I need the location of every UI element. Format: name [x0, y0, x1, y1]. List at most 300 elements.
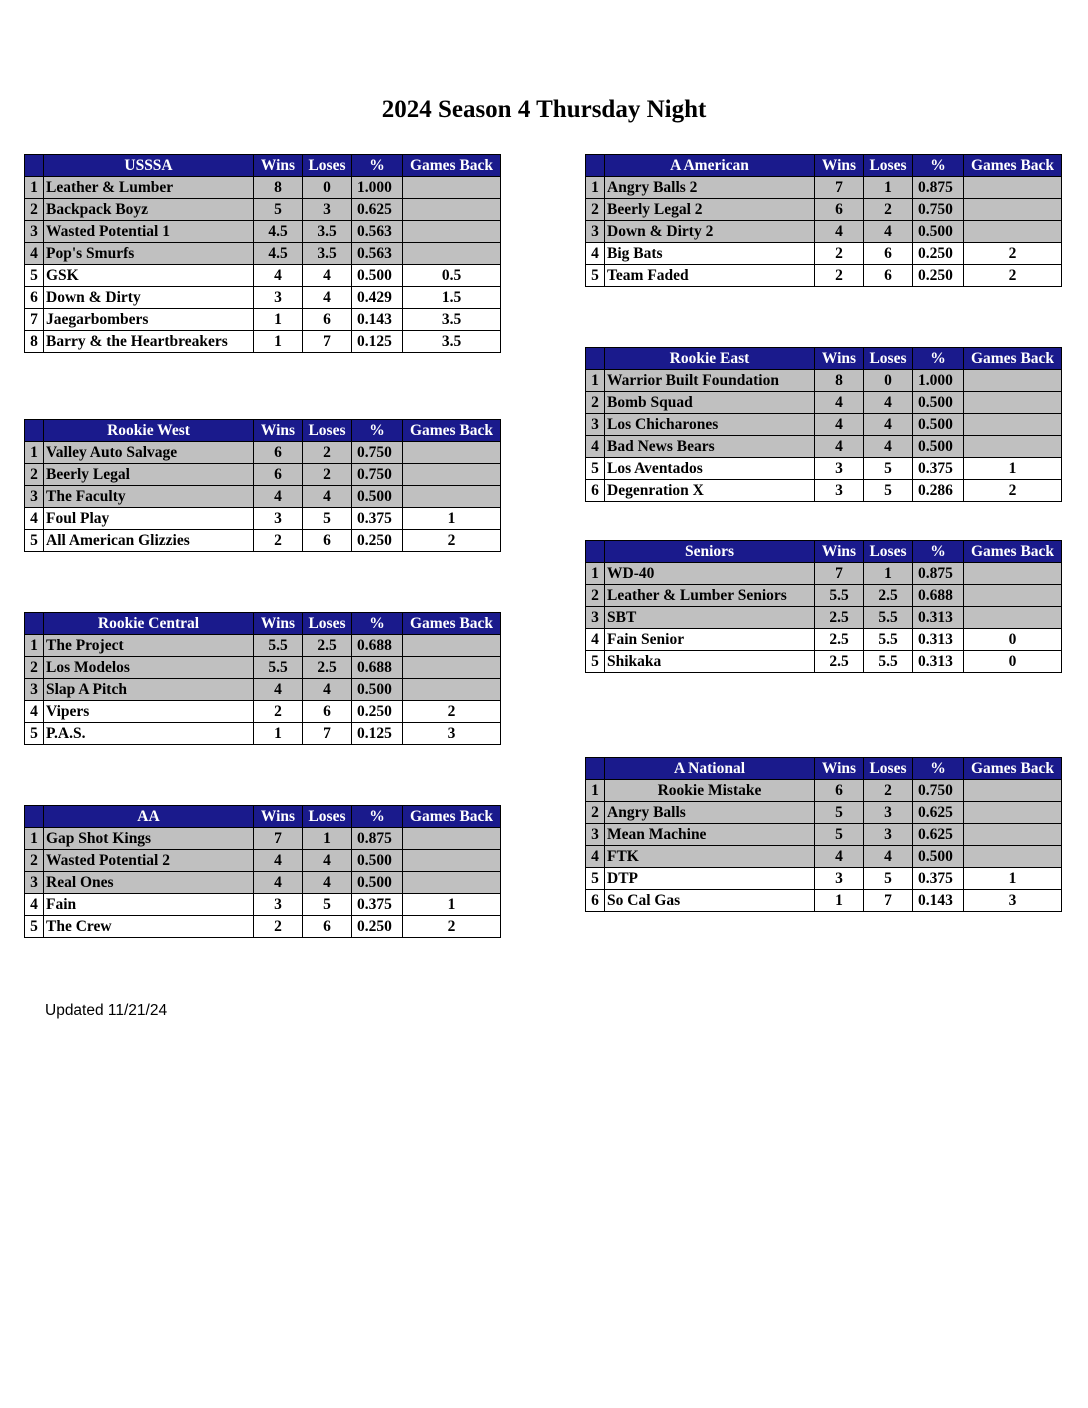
rank-cell: 1 [25, 828, 44, 850]
loses-cell: 5.5 [864, 651, 913, 673]
loses-header: Loses [864, 348, 913, 370]
division-name: A National [605, 758, 815, 780]
games-back-header: Games Back [403, 155, 501, 177]
pct-header: % [352, 155, 403, 177]
loses-cell: 2 [864, 199, 913, 221]
pct-cell: 0.313 [913, 629, 964, 651]
wins-cell: 4 [254, 265, 303, 287]
loses-header: Loses [303, 806, 352, 828]
wins-cell: 2 [254, 530, 303, 552]
rank-cell: 2 [586, 585, 605, 607]
wins-cell: 6 [815, 199, 864, 221]
wins-cell: 2.5 [815, 651, 864, 673]
pct-cell: 0.429 [352, 287, 403, 309]
games-back-cell [964, 436, 1062, 458]
table-row [25, 723, 501, 745]
team-name-cell: Jaegarbombers [44, 309, 254, 331]
pct-cell: 1.000 [352, 177, 403, 199]
loses-cell: 5 [864, 458, 913, 480]
games-back-cell [403, 464, 501, 486]
loses-cell: 4 [864, 221, 913, 243]
rank-cell: 3 [586, 824, 605, 846]
team-name-cell: Leather & Lumber Seniors [605, 585, 815, 607]
pct-header: % [352, 613, 403, 635]
games-back-cell: 2 [964, 480, 1062, 502]
team-name-cell: Los Chicharones [605, 414, 815, 436]
games-back-header: Games Back [403, 420, 501, 442]
wins-cell: 6 [815, 780, 864, 802]
table-header-row [586, 758, 1062, 780]
table-row [586, 890, 1062, 912]
pct-header: % [352, 420, 403, 442]
wins-cell: 5 [815, 802, 864, 824]
standings-table-rookie-central [24, 612, 501, 745]
pct-cell: 0.563 [352, 221, 403, 243]
team-name-cell: Wasted Potential 2 [44, 850, 254, 872]
team-name-cell: DTP [605, 868, 815, 890]
standings-table-usssa [24, 154, 501, 353]
table-row [586, 458, 1062, 480]
games-back-header: Games Back [964, 348, 1062, 370]
team-name-cell: Beerly Legal 2 [605, 199, 815, 221]
wins-cell: 2.5 [815, 607, 864, 629]
pct-header: % [913, 348, 964, 370]
pct-cell: 0.500 [352, 679, 403, 701]
loses-cell: 4 [864, 436, 913, 458]
table-header-row [25, 613, 501, 635]
table-row [25, 508, 501, 530]
table-header-row [25, 155, 501, 177]
table-row [25, 199, 501, 221]
loses-cell: 4 [303, 287, 352, 309]
table-row [25, 530, 501, 552]
wins-cell: 4 [254, 872, 303, 894]
standings-table-rookie-east [585, 347, 1062, 502]
games-back-cell: 3 [403, 723, 501, 745]
games-back-cell [403, 635, 501, 657]
loses-cell: 6 [303, 916, 352, 938]
loses-cell: 2.5 [303, 635, 352, 657]
division-name: Rookie East [605, 348, 815, 370]
table-header-row [586, 541, 1062, 563]
team-name-cell: Los Modelos [44, 657, 254, 679]
games-back-cell: 0.5 [403, 265, 501, 287]
loses-cell: 3 [864, 824, 913, 846]
team-name-cell: Wasted Potential 1 [44, 221, 254, 243]
rank-cell: 2 [25, 464, 44, 486]
rank-cell: 4 [25, 243, 44, 265]
pct-cell: 0.625 [913, 802, 964, 824]
team-name-cell: Vipers [44, 701, 254, 723]
table-row [586, 780, 1062, 802]
wins-cell: 4 [815, 846, 864, 868]
wins-cell: 3 [815, 868, 864, 890]
games-back-cell: 3.5 [403, 309, 501, 331]
rank-cell: 5 [586, 868, 605, 890]
wins-cell: 4 [815, 392, 864, 414]
team-name-cell: Beerly Legal [44, 464, 254, 486]
rank-cell: 2 [25, 850, 44, 872]
table-row [586, 177, 1062, 199]
loses-cell: 6 [303, 701, 352, 723]
wins-cell: 2 [254, 701, 303, 723]
wins-cell: 6 [254, 442, 303, 464]
standings-table-a-american [585, 154, 1062, 287]
team-name-cell: Leather & Lumber [44, 177, 254, 199]
pct-cell: 0.143 [913, 890, 964, 912]
wins-cell: 1 [254, 331, 303, 353]
wins-header: Wins [254, 420, 303, 442]
rank-cell: 5 [586, 458, 605, 480]
pct-cell: 0.500 [913, 436, 964, 458]
games-back-cell [964, 802, 1062, 824]
rank-cell: 3 [25, 679, 44, 701]
pct-cell: 0.500 [352, 486, 403, 508]
table-row [586, 370, 1062, 392]
wins-cell: 2 [815, 243, 864, 265]
rank-cell: 3 [25, 486, 44, 508]
rank-cell: 4 [25, 701, 44, 723]
wins-cell: 3 [254, 287, 303, 309]
team-name-cell: Down & Dirty 2 [605, 221, 815, 243]
team-name-cell: Barry & the Heartbreakers [44, 331, 254, 353]
games-back-cell [964, 563, 1062, 585]
wins-cell: 7 [815, 563, 864, 585]
team-name-cell: Team Faded [605, 265, 815, 287]
table-row [586, 221, 1062, 243]
wins-cell: 5 [815, 824, 864, 846]
standings-table-seniors [585, 540, 1062, 673]
table-row [586, 265, 1062, 287]
table-row [25, 701, 501, 723]
loses-cell: 4 [303, 486, 352, 508]
wins-cell: 2 [815, 265, 864, 287]
pct-cell: 0.500 [352, 850, 403, 872]
pct-header: % [913, 155, 964, 177]
pct-cell: 0.688 [913, 585, 964, 607]
loses-header: Loses [303, 613, 352, 635]
table-row [25, 894, 501, 916]
rank-cell: 1 [586, 370, 605, 392]
table-row [25, 309, 501, 331]
table-row [25, 442, 501, 464]
standings-table-rookie-west [24, 419, 501, 552]
division-name: AA [44, 806, 254, 828]
loses-cell: 3 [864, 802, 913, 824]
team-name-cell: Big Bats [605, 243, 815, 265]
games-back-cell: 2 [403, 701, 501, 723]
games-back-header: Games Back [964, 758, 1062, 780]
pct-header: % [352, 806, 403, 828]
rank-cell: 1 [586, 563, 605, 585]
wins-cell: 5.5 [254, 635, 303, 657]
table-header-row [586, 348, 1062, 370]
table-row [25, 464, 501, 486]
team-name-cell: GSK [44, 265, 254, 287]
division-name: Rookie Central [44, 613, 254, 635]
team-name-cell: Down & Dirty [44, 287, 254, 309]
wins-cell: 4 [815, 436, 864, 458]
loses-cell: 5 [303, 508, 352, 530]
wins-header: Wins [815, 155, 864, 177]
loses-cell: 5.5 [864, 629, 913, 651]
pct-cell: 0.750 [352, 464, 403, 486]
rank-header [25, 613, 44, 635]
pct-cell: 0.688 [352, 635, 403, 657]
loses-cell: 5.5 [864, 607, 913, 629]
table-header-row [25, 806, 501, 828]
games-back-header: Games Back [403, 613, 501, 635]
games-back-cell [403, 177, 501, 199]
rank-cell: 6 [25, 287, 44, 309]
table-header-row [586, 155, 1062, 177]
rank-cell: 4 [586, 436, 605, 458]
rank-cell: 4 [25, 508, 44, 530]
division-name: Seniors [605, 541, 815, 563]
table-row [586, 868, 1062, 890]
rank-cell: 1 [25, 177, 44, 199]
pct-cell: 0.500 [352, 265, 403, 287]
loses-cell: 2 [864, 780, 913, 802]
rank-cell: 3 [586, 607, 605, 629]
table-row [586, 802, 1062, 824]
games-back-cell [964, 824, 1062, 846]
rank-cell: 8 [25, 331, 44, 353]
pct-cell: 0.250 [913, 243, 964, 265]
games-back-cell: 3.5 [403, 331, 501, 353]
loses-cell: 6 [303, 530, 352, 552]
games-back-cell [403, 486, 501, 508]
team-name-cell: Warrior Built Foundation [605, 370, 815, 392]
rank-header [586, 155, 605, 177]
rank-cell: 4 [25, 894, 44, 916]
table-row [586, 585, 1062, 607]
games-back-cell: 2 [403, 530, 501, 552]
rank-cell: 6 [586, 480, 605, 502]
wins-cell: 1 [254, 723, 303, 745]
rank-cell: 6 [586, 890, 605, 912]
loses-header: Loses [303, 155, 352, 177]
pct-cell: 0.500 [913, 221, 964, 243]
team-name-cell: FTK [605, 846, 815, 868]
table-row [25, 828, 501, 850]
pct-cell: 0.500 [913, 846, 964, 868]
rank-cell: 5 [25, 265, 44, 287]
rank-cell: 4 [586, 846, 605, 868]
rank-header [586, 348, 605, 370]
wins-cell: 8 [254, 177, 303, 199]
rank-header [25, 806, 44, 828]
loses-cell: 5 [864, 480, 913, 502]
table-header-row [25, 420, 501, 442]
games-back-cell: 1 [403, 894, 501, 916]
games-back-cell [964, 607, 1062, 629]
pct-cell: 0.500 [913, 414, 964, 436]
pct-cell: 0.750 [352, 442, 403, 464]
wins-cell: 1 [815, 890, 864, 912]
games-back-header: Games Back [403, 806, 501, 828]
table-row [25, 486, 501, 508]
table-row [586, 563, 1062, 585]
games-back-cell [403, 442, 501, 464]
table-row [586, 629, 1062, 651]
loses-header: Loses [864, 541, 913, 563]
loses-cell: 3.5 [303, 243, 352, 265]
wins-cell: 3 [254, 508, 303, 530]
rank-cell: 7 [25, 309, 44, 331]
rank-cell: 5 [586, 651, 605, 673]
wins-cell: 7 [815, 177, 864, 199]
rank-header [586, 758, 605, 780]
table-row [25, 916, 501, 938]
rank-cell: 2 [25, 199, 44, 221]
wins-header: Wins [254, 155, 303, 177]
games-back-cell [964, 846, 1062, 868]
wins-cell: 3 [254, 894, 303, 916]
table-row [586, 414, 1062, 436]
pct-cell: 0.875 [913, 177, 964, 199]
rank-cell: 3 [25, 221, 44, 243]
rank-cell: 2 [25, 657, 44, 679]
wins-cell: 4 [254, 850, 303, 872]
team-name-cell: Angry Balls 2 [605, 177, 815, 199]
loses-cell: 4 [303, 265, 352, 287]
games-back-cell: 2 [403, 916, 501, 938]
games-back-cell [964, 392, 1062, 414]
wins-header: Wins [815, 541, 864, 563]
team-name-cell: The Project [44, 635, 254, 657]
games-back-cell [964, 221, 1062, 243]
rank-cell: 1 [25, 635, 44, 657]
wins-cell: 2 [254, 916, 303, 938]
pct-cell: 0.125 [352, 331, 403, 353]
pct-cell: 0.750 [913, 199, 964, 221]
table-row [25, 635, 501, 657]
games-back-cell [964, 780, 1062, 802]
loses-cell: 2 [303, 442, 352, 464]
rank-cell: 5 [586, 265, 605, 287]
wins-header: Wins [254, 613, 303, 635]
table-row [25, 287, 501, 309]
wins-cell: 4.5 [254, 221, 303, 243]
team-name-cell: Mean Machine [605, 824, 815, 846]
pct-cell: 0.375 [352, 894, 403, 916]
team-name-cell: Degenration X [605, 480, 815, 502]
pct-cell: 0.250 [352, 701, 403, 723]
team-name-cell: Valley Auto Salvage [44, 442, 254, 464]
table-row [25, 679, 501, 701]
table-row [25, 177, 501, 199]
wins-cell: 7 [254, 828, 303, 850]
team-name-cell: Foul Play [44, 508, 254, 530]
pct-cell: 0.313 [913, 651, 964, 673]
pct-cell: 0.625 [352, 199, 403, 221]
loses-cell: 5 [864, 868, 913, 890]
division-name: A American [605, 155, 815, 177]
rank-cell: 4 [586, 243, 605, 265]
pct-cell: 0.250 [913, 265, 964, 287]
games-back-cell: 0 [964, 651, 1062, 673]
loses-cell: 0 [864, 370, 913, 392]
games-back-cell [403, 828, 501, 850]
wins-cell: 8 [815, 370, 864, 392]
pct-cell: 0.125 [352, 723, 403, 745]
team-name-cell: SBT [605, 607, 815, 629]
games-back-cell [964, 585, 1062, 607]
team-name-cell: Real Ones [44, 872, 254, 894]
pct-cell: 0.143 [352, 309, 403, 331]
games-back-cell [403, 221, 501, 243]
pct-cell: 0.375 [352, 508, 403, 530]
team-name-cell: So Cal Gas [605, 890, 815, 912]
wins-cell: 3 [815, 458, 864, 480]
rank-cell: 4 [586, 629, 605, 651]
wins-cell: 2.5 [815, 629, 864, 651]
rank-header [25, 420, 44, 442]
team-name-cell: The Crew [44, 916, 254, 938]
page-title: 2024 Season 4 Thursday Night [381, 96, 707, 123]
loses-cell: 7 [303, 331, 352, 353]
rank-cell: 3 [25, 872, 44, 894]
games-back-header: Games Back [964, 155, 1062, 177]
games-back-cell [403, 872, 501, 894]
rank-cell: 1 [586, 177, 605, 199]
wins-cell: 4 [815, 221, 864, 243]
pct-cell: 0.375 [913, 458, 964, 480]
games-back-cell [403, 199, 501, 221]
loses-header: Loses [303, 420, 352, 442]
standings-table-aa [24, 805, 501, 938]
games-back-cell [403, 679, 501, 701]
loses-cell: 2.5 [303, 657, 352, 679]
updated-note: Updated 11/21/24 [45, 1002, 168, 1019]
pct-header: % [913, 758, 964, 780]
wins-header: Wins [815, 348, 864, 370]
pct-cell: 0.250 [352, 916, 403, 938]
games-back-cell: 2 [964, 243, 1062, 265]
pct-header: % [913, 541, 964, 563]
games-back-cell [403, 850, 501, 872]
team-name-cell: Rookie Mistake [605, 780, 815, 802]
rank-cell: 2 [586, 802, 605, 824]
rank-cell: 5 [25, 530, 44, 552]
team-name-cell: Backpack Boyz [44, 199, 254, 221]
loses-cell: 1 [864, 177, 913, 199]
games-back-cell: 1.5 [403, 287, 501, 309]
loses-cell: 2 [303, 464, 352, 486]
table-row [25, 221, 501, 243]
division-name: Rookie West [44, 420, 254, 442]
games-back-cell: 1 [964, 868, 1062, 890]
table-row [25, 243, 501, 265]
games-back-cell: 1 [964, 458, 1062, 480]
pct-cell: 0.250 [352, 530, 403, 552]
team-name-cell: Angry Balls [605, 802, 815, 824]
team-name-cell: Slap A Pitch [44, 679, 254, 701]
table-row [586, 243, 1062, 265]
rank-cell: 2 [586, 199, 605, 221]
wins-cell: 5.5 [254, 657, 303, 679]
wins-cell: 4.5 [254, 243, 303, 265]
team-name-cell: Shikaka [605, 651, 815, 673]
loses-cell: 4 [864, 392, 913, 414]
games-back-cell: 1 [403, 508, 501, 530]
loses-cell: 4 [303, 850, 352, 872]
pct-cell: 0.875 [913, 563, 964, 585]
loses-cell: 6 [864, 265, 913, 287]
pct-cell: 0.286 [913, 480, 964, 502]
loses-header: Loses [864, 758, 913, 780]
